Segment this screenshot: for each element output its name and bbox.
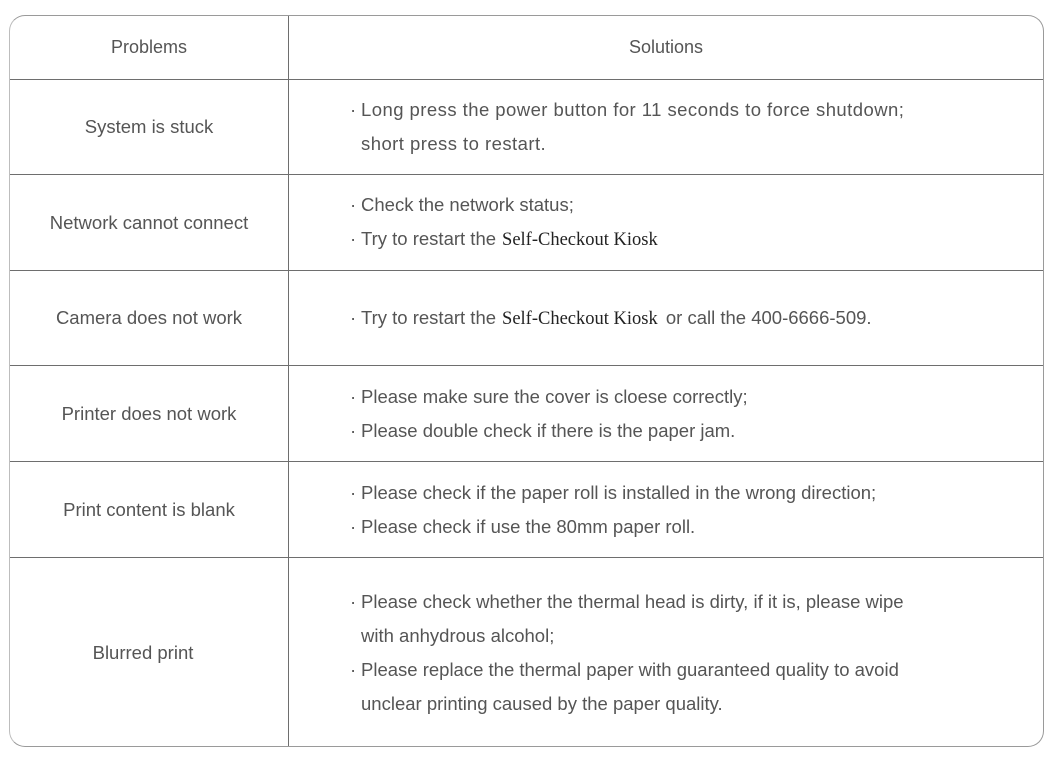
bullet-icon: · bbox=[350, 591, 357, 612]
table-header-row bbox=[10, 16, 1043, 80]
problem-cell: Camera does not work bbox=[10, 271, 289, 365]
table-row bbox=[10, 271, 1043, 366]
solution-line: unclear printing caused by the paper quality. bbox=[361, 693, 723, 714]
bullet-icon: · bbox=[350, 481, 357, 503]
bullet-icon: · bbox=[350, 659, 357, 680]
product-name: Self-Checkout Kiosk bbox=[502, 308, 658, 329]
solution-line: · Long press the power button for 11 seconds to force shutdown; bbox=[350, 93, 1043, 127]
problem-cell: Network cannot connect bbox=[10, 175, 289, 270]
bullet-icon: · bbox=[350, 99, 357, 120]
header-problems: Problems bbox=[10, 16, 289, 79]
bullet-icon: · bbox=[350, 194, 357, 215]
solution-cell bbox=[10, 366, 1043, 461]
product-name: Self-Checkout Kiosk bbox=[502, 230, 658, 250]
solution-line: · Please double check if there is the paper jam. bbox=[350, 414, 1043, 448]
solution-line: · Please check if the paper roll is installed in the wrong direction; bbox=[350, 476, 1043, 510]
problem-cell: System is stuck bbox=[10, 80, 289, 174]
bullet-icon: · bbox=[350, 515, 357, 537]
solution-line: · Please make sure the cover is cloese correctly; bbox=[350, 380, 1043, 414]
bullet-icon: · bbox=[350, 385, 357, 407]
phone-text: or call the 400-6666-509. bbox=[665, 306, 872, 328]
problem-cell: Printer does not work bbox=[10, 366, 289, 461]
solution-line: · Please check whether the thermal head is dirty, if it is, please wipe bbox=[350, 585, 1043, 619]
solution-cell bbox=[10, 462, 1043, 557]
table-row bbox=[10, 558, 1043, 747]
solution-line: · Please replace the thermal paper with guaranteed quality to avoid bbox=[350, 653, 1043, 687]
table-row bbox=[10, 175, 1043, 271]
solution-cell bbox=[10, 80, 1043, 174]
solution-cell bbox=[10, 271, 1043, 365]
bullet-icon: · bbox=[350, 228, 357, 249]
problem-cell: Print content is blank bbox=[10, 462, 289, 557]
solution-line: · Try to restart the Self-Checkout Kiosk or call the 400-6666-509. bbox=[350, 301, 1043, 336]
problem-cell: Blurred print bbox=[10, 558, 289, 747]
solution-line: short press to restart. bbox=[361, 133, 547, 154]
table-row bbox=[10, 462, 1043, 558]
solution-line: · Try to restart the Self-Checkout Kiosk bbox=[350, 222, 1043, 257]
solution-cell bbox=[10, 175, 1043, 270]
solution-line: · Check the network status; bbox=[350, 188, 1043, 222]
solution-line: with anhydrous alcohol; bbox=[361, 625, 555, 646]
solution-line: · Please check if use the 80mm paper roll. bbox=[350, 510, 1043, 544]
troubleshooting-table bbox=[9, 15, 1044, 747]
header-solutions: Solutions bbox=[628, 37, 704, 57]
bullet-icon: · bbox=[350, 306, 357, 328]
solution-cell bbox=[10, 558, 1043, 747]
table-row bbox=[10, 366, 1043, 462]
bullet-icon: · bbox=[350, 419, 357, 441]
table-row bbox=[10, 80, 1043, 175]
